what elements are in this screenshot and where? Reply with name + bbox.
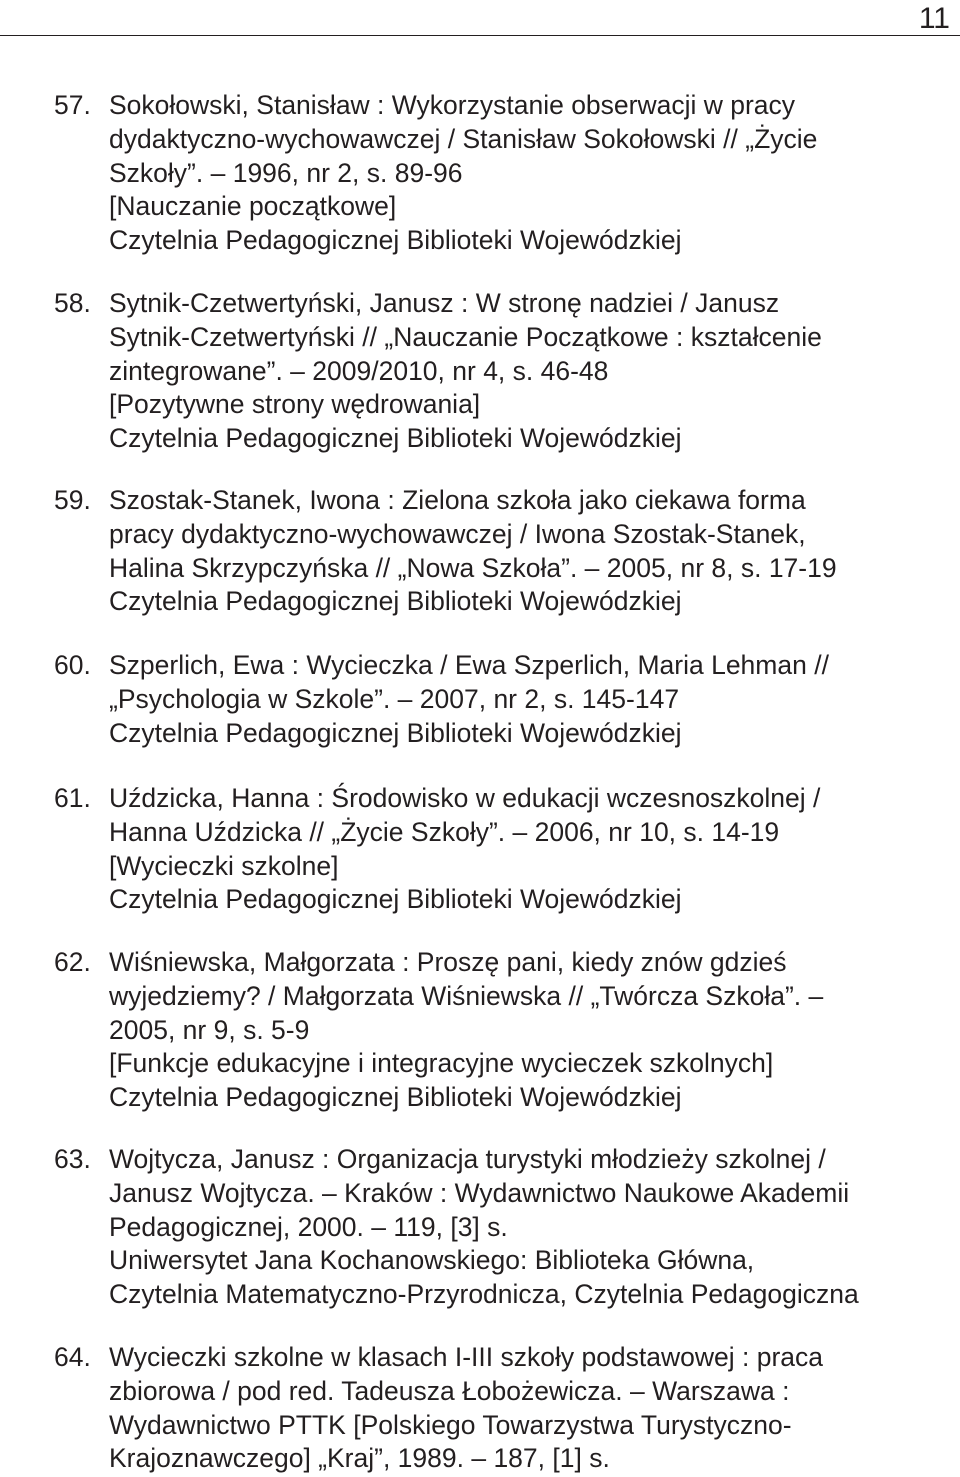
- entry-line: wyjedziemy? / Małgorzata Wiśniewska // „Twórcza Szkoła”. –: [109, 980, 824, 1011]
- entry-line: Hanna Uździcka // „Życie Szkoły”. – 2006, nr 10, s. 14-19: [109, 816, 780, 847]
- entry-number: 64.: [54, 1342, 91, 1372]
- entry-line: Janusz Wojtycza. – Kraków : Wydawnictwo Naukowe Akademii: [109, 1177, 850, 1208]
- entry-number: 59.: [54, 485, 91, 515]
- entry-line: Wydawnictwo PTTK [Polskiego Towarzystwa Turystyczno-: [109, 1409, 792, 1440]
- entry-line: Wycieczki szkolne w klasach I-III szkoły podstawowej : praca: [109, 1342, 824, 1372]
- entry-line: Czytelnia Pedagogicznej Biblioteki Wojewódzkiej: [109, 225, 682, 256]
- entry-number: 62.: [54, 947, 91, 977]
- entry-text: [109, 946, 823, 1115]
- entry-text: [109, 1341, 823, 1476]
- entry-line: Szostak-Stanek, Iwona : Zielona szkoła jako ciekawa forma: [109, 485, 806, 515]
- entry-line: 2005, nr 9, s. 5-9: [109, 1014, 310, 1045]
- entry-line: [Funkcje edukacyjne i integracyjne wycieczek szkolnych]: [109, 1048, 774, 1079]
- entry-line: Wojtycza, Janusz : Organizacja turystyki młodzieży szkolnej /: [109, 1144, 826, 1174]
- entry-line: Czytelnia Pedagogicznej Biblioteki Wojewódzkiej: [109, 717, 682, 748]
- entry-number: 61.: [54, 783, 91, 813]
- entry-line: [Wycieczki szkolne]: [109, 850, 339, 881]
- entry-line: Halina Skrzypczyńska // „Nowa Szkoła”. – 2005, nr 8, s. 17-19: [109, 552, 837, 583]
- entry-line: Krajoznawczego] „Kraj”, 1989. – 187, [1] s.: [109, 1443, 610, 1474]
- header-rule: [0, 35, 960, 36]
- entry-line: Czytelnia Pedagogicznej Biblioteki Wojewódzkiej: [109, 884, 682, 915]
- entry-line: zintegrowane”. – 2009/2010, nr 4, s. 46-48: [109, 355, 609, 386]
- entry-text: [109, 484, 837, 619]
- entry-line: Czytelnia Pedagogicznej Biblioteki Wojewódzkiej: [109, 423, 682, 454]
- entry-line: dydaktyczno-wychowawczej / Stanisław Sokołowski // „Życie: [109, 123, 818, 154]
- entry-line: Szkoły”. – 1996, nr 2, s. 89-96: [109, 157, 463, 188]
- entry-line: zbiorowa / pod red. Tadeusza Łobożewicza. – Warszawa :: [109, 1375, 790, 1406]
- entry-number: 60.: [54, 650, 91, 680]
- entry-line: Czytelnia Matematyczno-Przyrodnicza, Czytelnia Pedagogiczna: [109, 1279, 859, 1310]
- page-number: 11: [918, 2, 950, 35]
- entry-line: Uniwersytet Jana Kochanowskiego: Biblioteka Główna,: [109, 1245, 755, 1276]
- entry-line: Uździcka, Hanna : Środowisko w edukacji wczesnoszkolnej /: [109, 783, 821, 813]
- entry-line: [Nauczanie początkowe]: [109, 191, 397, 222]
- entry-line: Czytelnia Pedagogicznej Biblioteki Wojewódzkiej: [109, 1082, 682, 1113]
- entry-line: [Pozytywne strony wędrowania]: [109, 389, 481, 420]
- entry-number: 58.: [54, 288, 91, 318]
- entry-text: [109, 89, 817, 258]
- entry-line: Pedagogicznej, 2000. – 119, [3] s.: [109, 1211, 508, 1242]
- entry-line: Szperlich, Ewa : Wycieczka / Ewa Szperlich, Maria Lehman //: [109, 650, 829, 680]
- entry-text: [109, 287, 822, 456]
- entry-line: Sytnik-Czetwertyński, Janusz : W stronę nadziei / Janusz: [109, 288, 780, 318]
- entry-text: [109, 649, 829, 750]
- entry-number: 57.: [54, 90, 91, 120]
- entry-line: Czytelnia Pedagogicznej Biblioteki Wojewódzkiej: [109, 586, 682, 617]
- entry-line: Sokołowski, Stanisław : Wykorzystanie obserwacji w pracy: [109, 90, 796, 120]
- entry-text: [109, 1143, 859, 1312]
- entry-line: pracy dydaktyczno-wychowawczej / Iwona Szostak-Stanek,: [109, 518, 806, 549]
- entry-line: Wiśniewska, Małgorzata : Proszę pani, kiedy znów gdzieś: [109, 947, 787, 977]
- entry-line: Sytnik-Czetwertyński // „Nauczanie Początkowe : kształcenie: [109, 321, 822, 352]
- entry-line: „Psychologia w Szkole”. – 2007, nr 2, s. 145-147: [109, 683, 680, 714]
- entry-number: 63.: [54, 1144, 91, 1174]
- entry-text: [109, 782, 820, 917]
